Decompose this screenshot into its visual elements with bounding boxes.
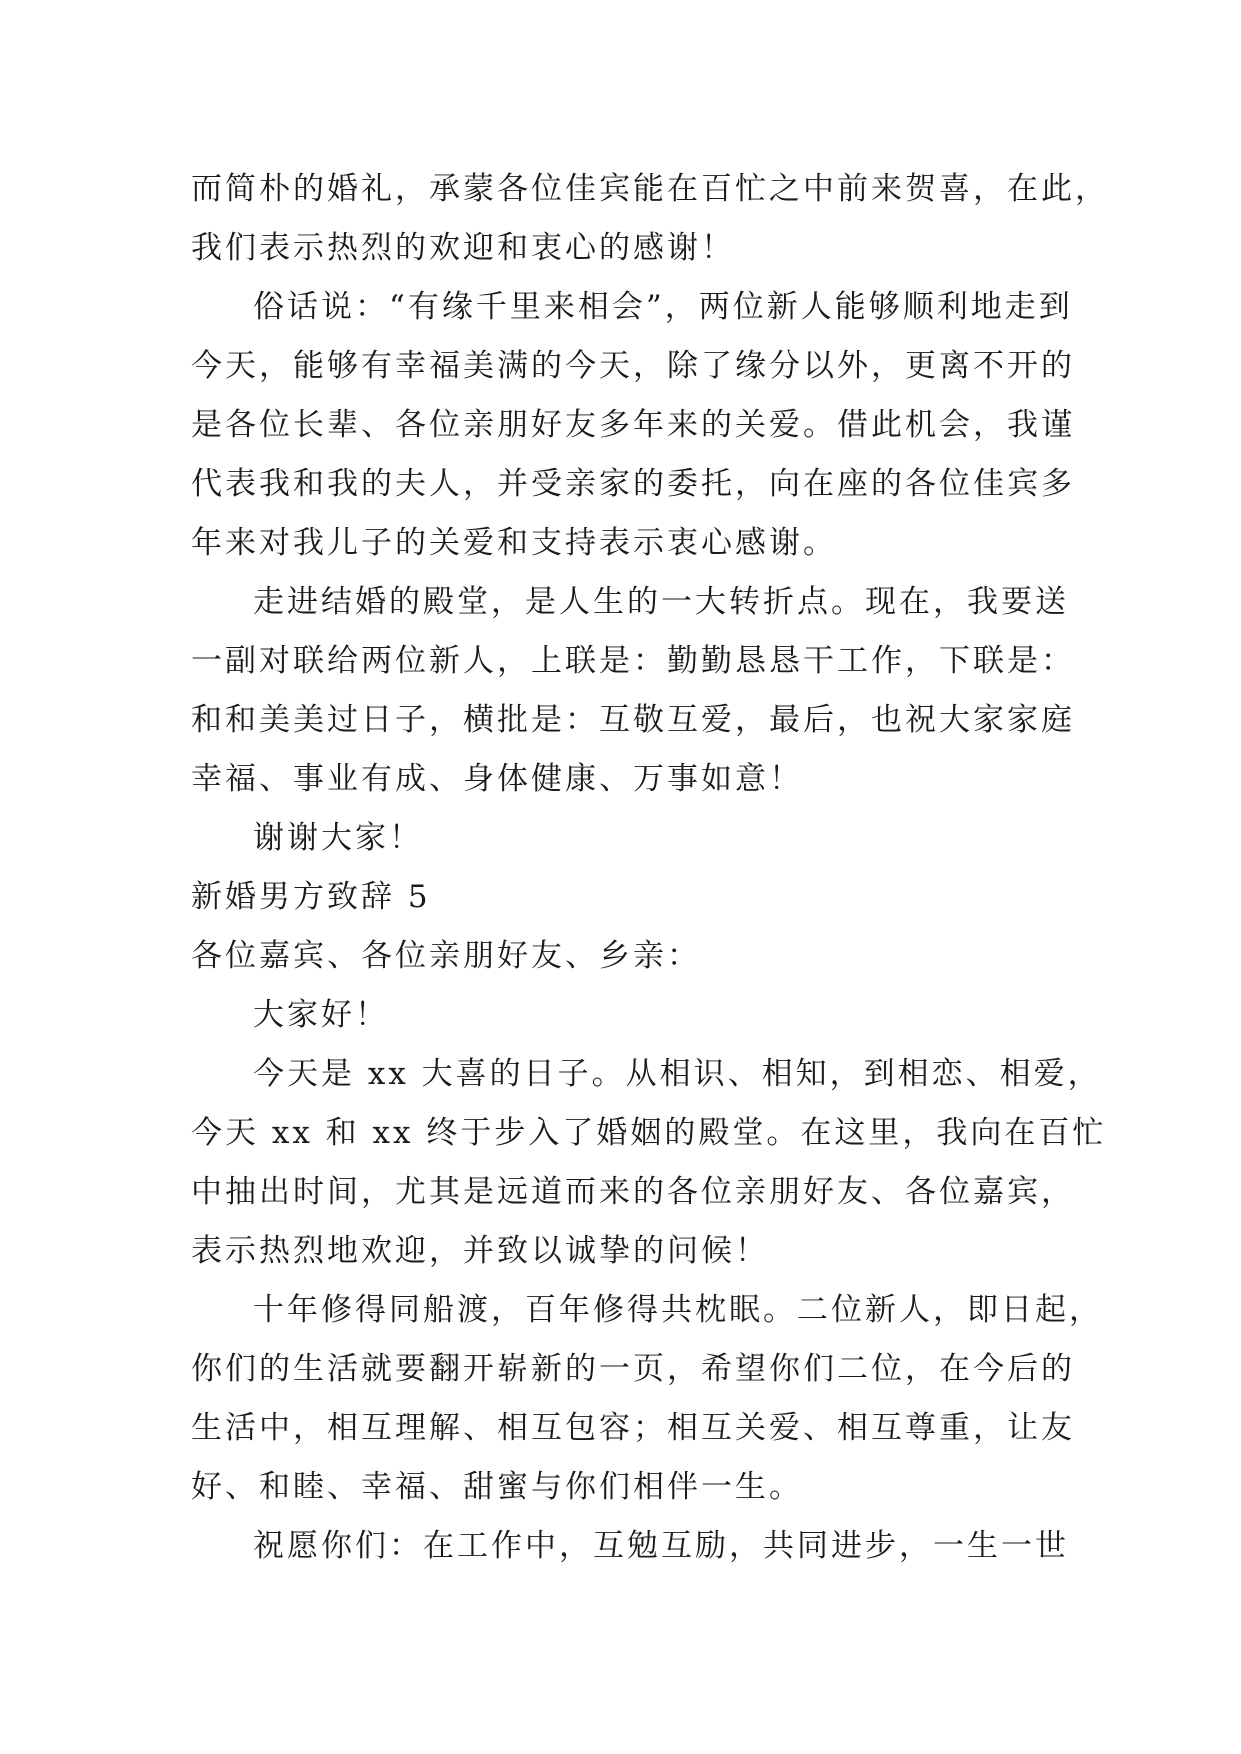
text-line: 今天 xx 和 xx 终于步入了婚姻的殿堂。在这里，我向在百忙	[191, 1115, 1107, 1151]
text-line: 年来对我儿子的关爱和支持表示衷心感谢。	[191, 525, 837, 561]
text-line: 是各位长辈、各位亲朋好友多年来的关爱。借此机会，我谨	[191, 407, 1075, 443]
text-line: 幸福、事业有成、身体健康、万事如意！	[191, 761, 803, 797]
text-line: 好、和睦、幸福、甜蜜与你们相伴一生。	[191, 1469, 803, 1505]
closing-line: 谢谢大家！	[253, 820, 423, 856]
text-line: 你们的生活就要翻开崭新的一页，希望你们二位，在今后的	[191, 1351, 1075, 1387]
paragraph-first-line: 俗话说：“有缘千里来相会”，两位新人能够顺利地走到	[253, 289, 1073, 325]
salutation: 各位嘉宾、各位亲朋好友、乡亲：	[191, 938, 701, 974]
paragraph-first-line: 走进结婚的殿堂，是人生的一大转折点。现在，我要送	[253, 584, 1069, 620]
text-line: 而简朴的婚礼，承蒙各位佳宾能在百忙之中前来贺喜，在此，	[191, 171, 1109, 207]
text-line: 代表我和我的夫人，并受亲家的委托，向在座的各位佳宾多	[191, 466, 1075, 502]
text-line: 表示热烈地欢迎，并致以诚挚的问候！	[191, 1233, 769, 1269]
greeting: 大家好！	[253, 997, 389, 1033]
text-line: 一副对联给两位新人，上联是：勤勤恳恳干工作，下联是：	[191, 643, 1075, 679]
paragraph-first-line: 今天是 xx 大喜的日子。从相识、相知，到相恋、相爱，	[253, 1056, 1102, 1092]
text-line: 我们表示热烈的欢迎和衷心的感谢！	[191, 230, 735, 266]
text-line: 今天，能够有幸福美满的今天，除了缘分以外，更离不开的	[191, 348, 1075, 384]
text-line: 中抽出时间，尤其是远道而来的各位亲朋好友、各位嘉宾，	[191, 1174, 1075, 1210]
paragraph-first-line: 十年修得同船渡，百年修得共枕眠。二位新人，即日起，	[253, 1292, 1103, 1328]
text-line: 和和美美过日子，横批是：互敬互爱，最后，也祝大家家庭	[191, 702, 1075, 738]
section-title: 新婚男方致辞 5	[191, 879, 431, 915]
text-line: 生活中，相互理解、相互包容；相互关爱、相互尊重，让友	[191, 1410, 1075, 1446]
paragraph-first-line: 祝愿你们：在工作中，互勉互励，共同进步，一生一世	[253, 1528, 1069, 1564]
